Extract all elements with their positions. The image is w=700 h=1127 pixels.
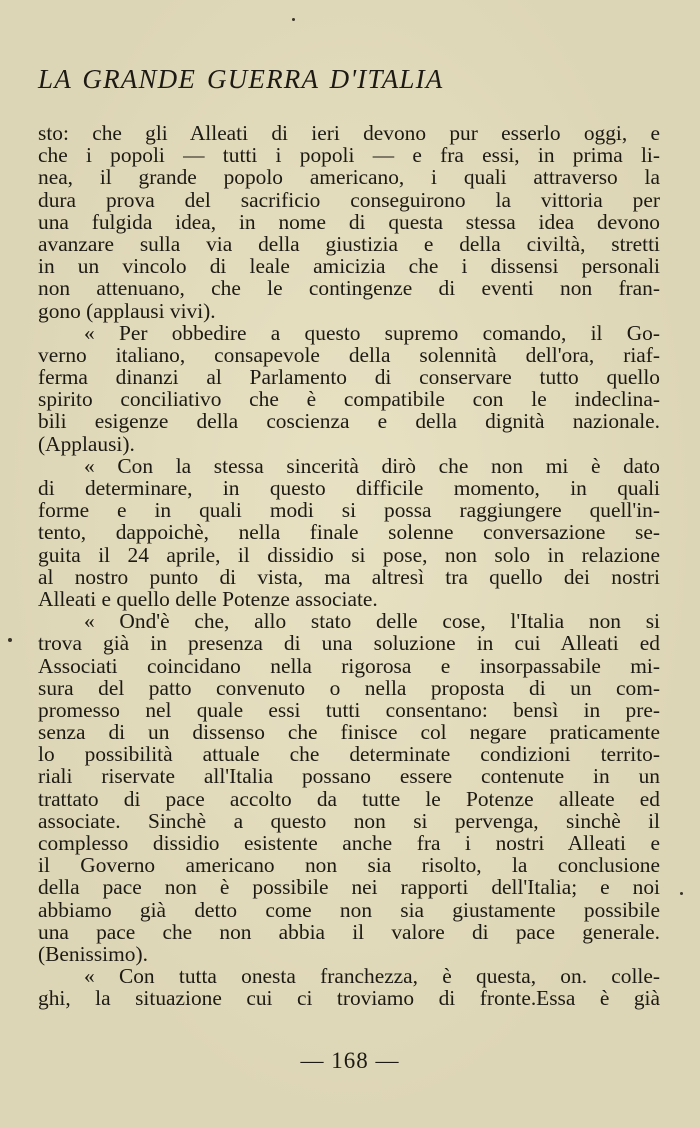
- text-line: Associati coincidano nella rigorosa e insorpassabile mi-: [38, 653, 660, 678]
- text-line: sto: che gli Alleati di ieri devono pur esserlo oggi, e: [38, 121, 660, 145]
- text-line: al nostro punto di vista, ma altresì tra quello dei nostri: [38, 564, 660, 589]
- page-number: — 168 —: [300, 1048, 400, 1073]
- text-line: della pace non è possibile nei rapporti dell'Italia; e noi: [38, 875, 660, 900]
- text-line: promesso nel quale essi tutti consentano: bensì in pre-: [38, 697, 660, 722]
- body-text: [38, 122, 660, 1010]
- text-line: sura del patto convenuto o nella proposta di un com-: [38, 675, 660, 700]
- text-line: « Con tutta onesta franchezza, è questa, on. colle-: [84, 964, 660, 989]
- text-line: ghi, la situazione cui ci troviamo di fronte.Essa è già: [38, 986, 660, 1011]
- text-line: verno italiano, consapevole della solennità dell'ora, riaf-: [38, 342, 660, 367]
- text-line: bili esigenze della coscienza e della dignità nazionale.: [38, 409, 660, 434]
- text-line: ferma dinanzi al Parlamento di conservare tutto quello: [38, 365, 660, 390]
- text-line: il Governo americano non sia risolto, la conclusione: [38, 853, 660, 878]
- text-line: nea, il grande popolo americano, i quali attraverso la: [38, 165, 660, 190]
- text-line: gono (applausi vivi).: [38, 298, 216, 323]
- text-line: « Con la stessa sincerità dirò che non mi è dato: [84, 453, 660, 478]
- text-line: riali riservate all'Italia possano essere contenute in un: [38, 764, 660, 789]
- text-line: (Applausi).: [38, 431, 135, 456]
- text-line: in un vincolo di leale amicizia che i dissensi personali: [38, 254, 660, 279]
- ink-speck: [292, 18, 295, 21]
- text-line: avanzare sulla via della giustizia e della civiltà, stretti: [38, 231, 660, 256]
- text-line: una pace che non abbia il valore di pace generale.: [38, 919, 660, 944]
- text-line: associate. Sinchè a questo non si pervenga, sinchè il: [38, 808, 660, 833]
- ink-speck: [680, 892, 683, 895]
- text-line: guita il 24 aprile, il dissidio si pose, non solo in relazione: [38, 542, 660, 567]
- text-line: di determinare, in questo difficile momento, in quali: [38, 476, 660, 500]
- text-line: lo possibilità attuale che determinate condizioni territo-: [38, 742, 660, 767]
- text-line: senza di un dissenso che finisce col negare praticamente: [38, 720, 660, 745]
- text-line: forme e in quali modi si possa raggiungere quell'in-: [38, 498, 660, 523]
- text-line: (Benissimo).: [38, 941, 148, 966]
- running-head-title: LA GRANDE GUERRA D'ITALIA: [38, 64, 444, 94]
- text-line: « Per obbedire a questo supremo comando, il Go-: [84, 320, 660, 345]
- text-line: complesso dissidio esistente anche fra i nostri Alleati e: [38, 831, 660, 855]
- text-line: « Ond'è che, allo stato delle cose, l'Italia non si: [84, 609, 660, 634]
- text-line: trattato di pace accolto da tutte le Potenze alleate ed: [38, 786, 660, 811]
- text-line: una fulgida idea, in nome di questa stessa idea devono: [38, 209, 660, 234]
- text-line: dura prova del sacrificio conseguirono la vittoria per: [38, 187, 660, 212]
- text-line: Alleati e quello delle Potenze associate.: [38, 586, 378, 611]
- text-line: spirito conciliativo che è compatibile con le indeclina-: [38, 387, 660, 412]
- text-line: non attenuano, che le contingenze di eventi non fran-: [38, 276, 660, 301]
- text-line: che i popoli — tutti i popoli — e fra essi, in prima li-: [38, 143, 660, 168]
- text-line: trova già in presenza di una soluzione in cui Alleati ed: [38, 631, 660, 656]
- text-line: abbiamo già detto come non sia giustamente possibile: [38, 897, 660, 922]
- text-line: tento, dappoichè, nella finale solenne conversazione se-: [38, 520, 660, 545]
- ink-speck: [8, 638, 12, 642]
